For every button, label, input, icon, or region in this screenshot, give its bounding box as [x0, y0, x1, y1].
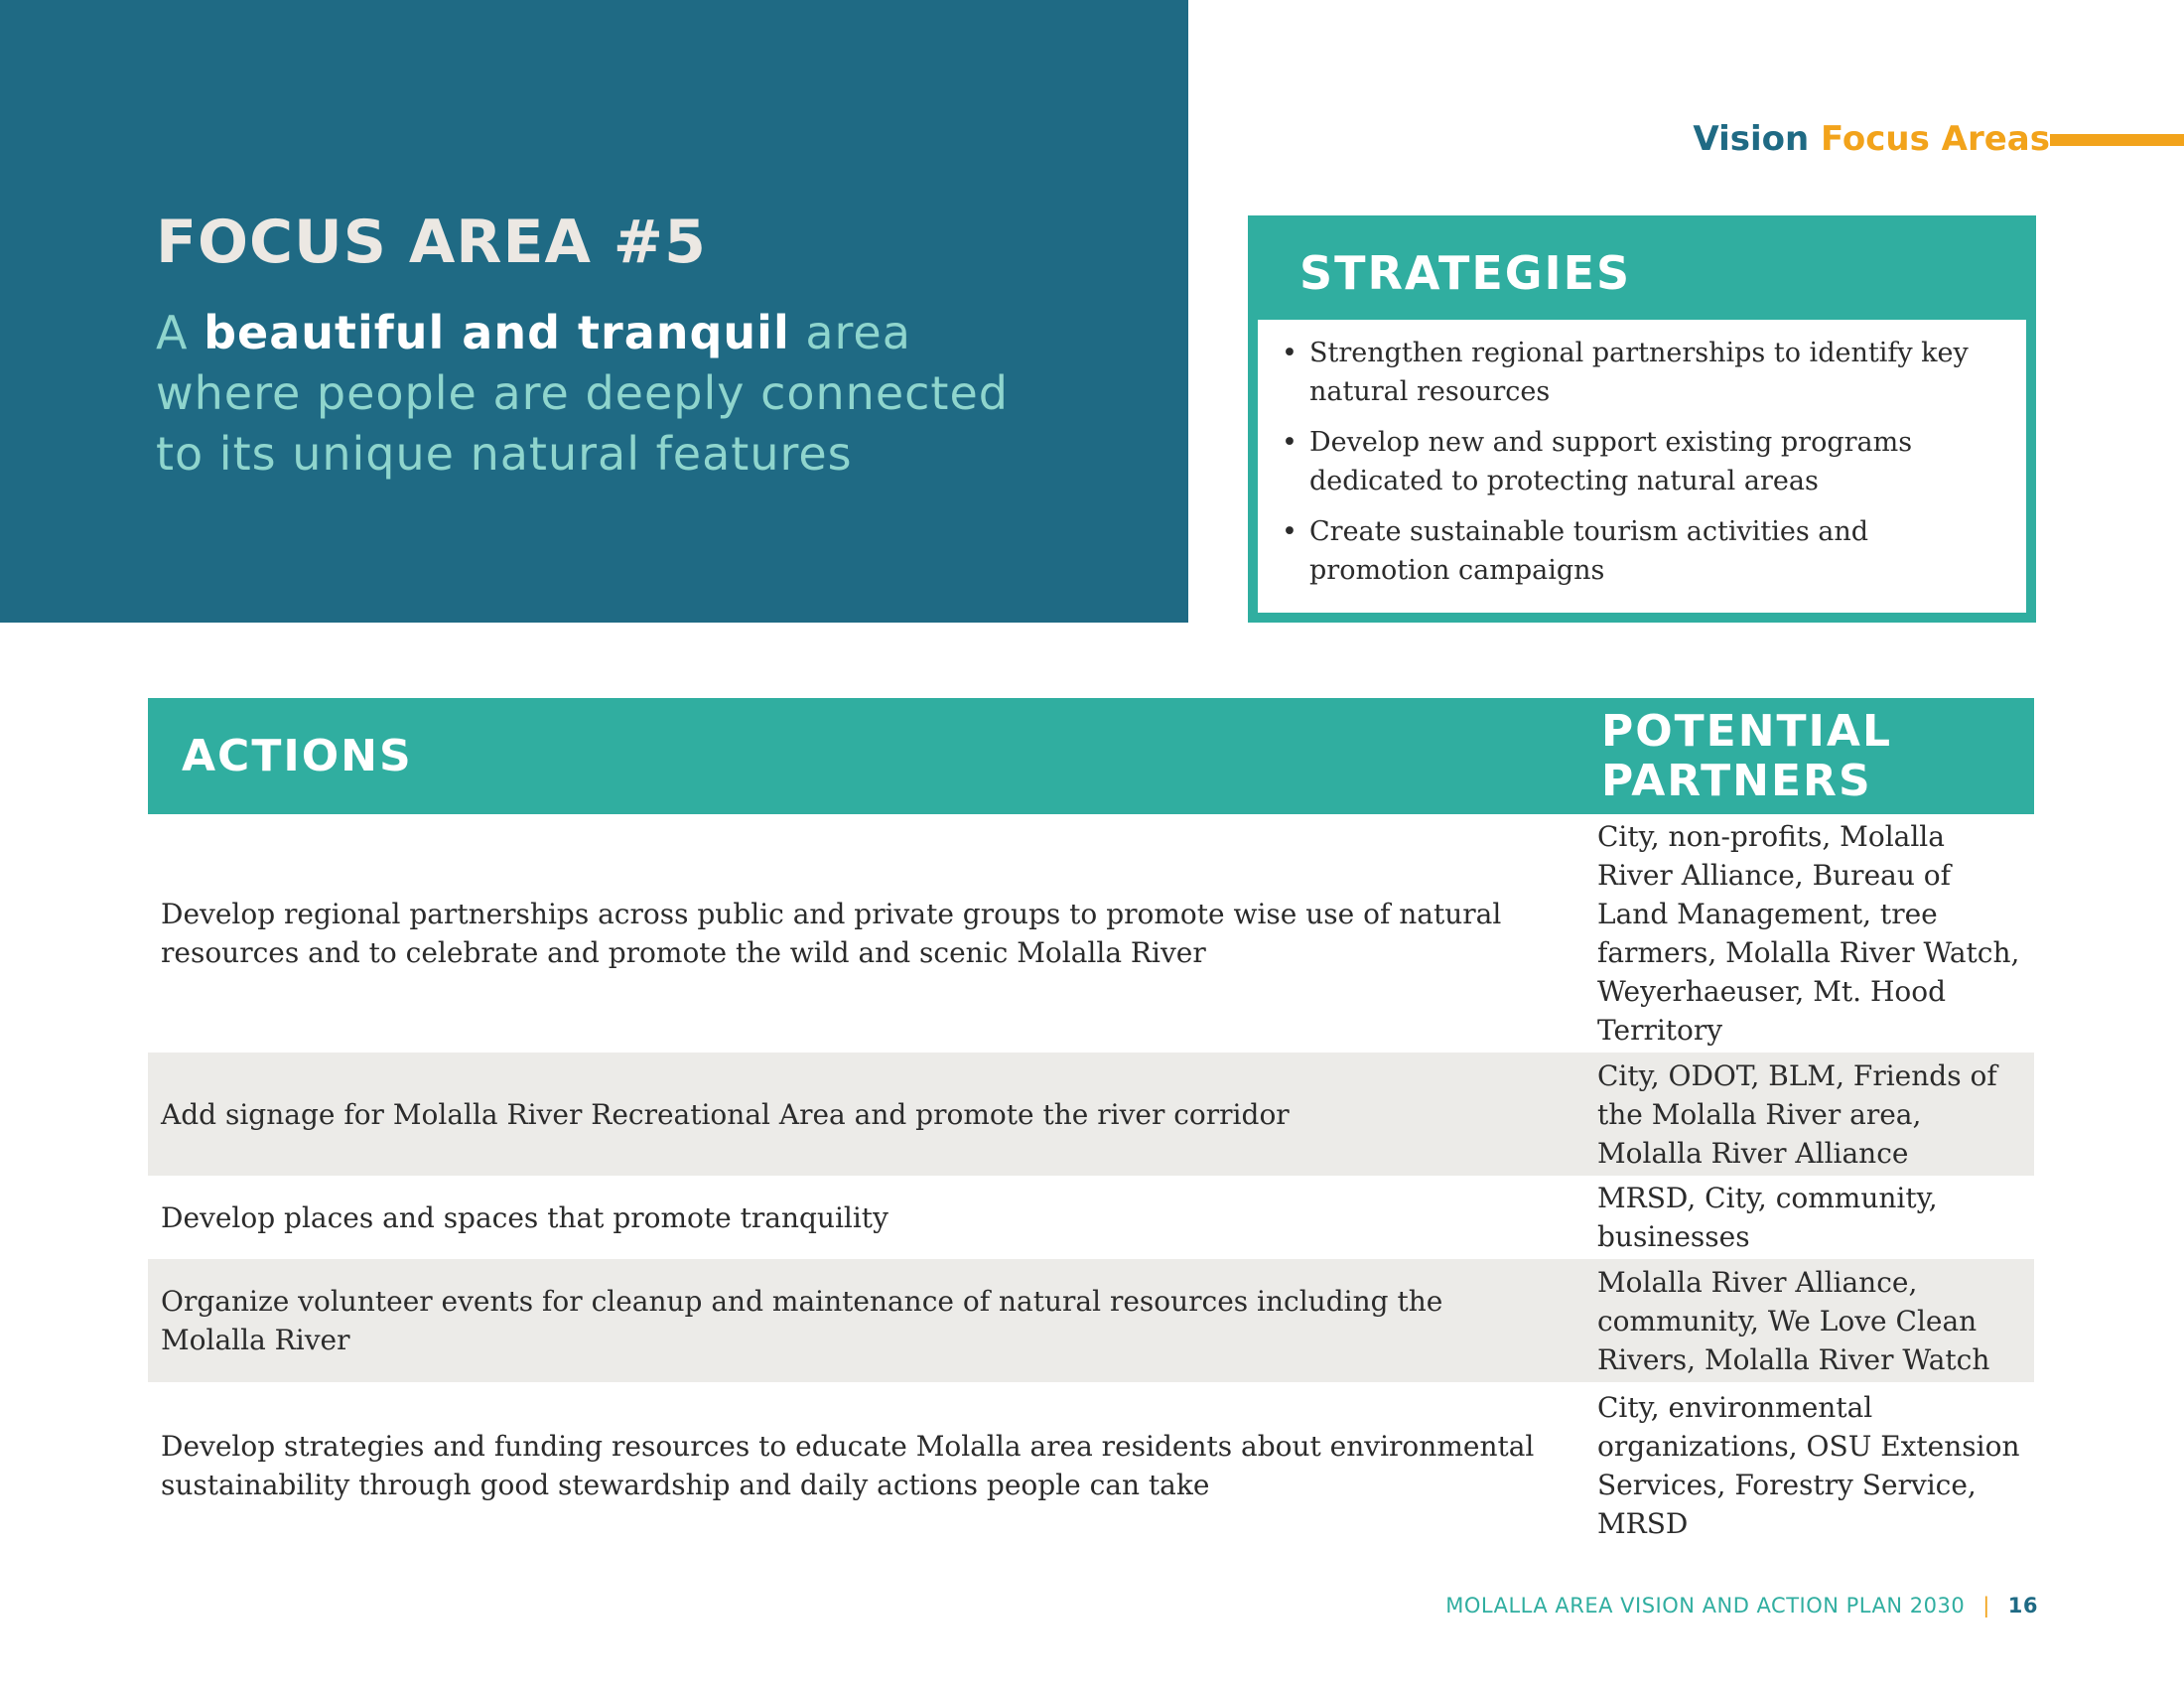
- table-row: [148, 1382, 2034, 1549]
- hero-banner: [0, 0, 1188, 623]
- page-number: 16: [2007, 1594, 2038, 1618]
- partners-cell: City, ODOT, BLM, Friends of the Molalla River area, Molalla River Alliance: [1589, 1053, 2034, 1176]
- strategies-body: [1258, 320, 2026, 613]
- page-footer: [1445, 1591, 2038, 1620]
- strategy-item: • Strengthen regional partnerships to identify key natural resources: [1309, 334, 2006, 411]
- table-row: [148, 814, 2034, 1053]
- page-title: FOCUS AREA #5: [156, 208, 707, 277]
- action-cell: Organize volunteer events for cleanup and maintenance of natural resources including the Molalla River: [148, 1259, 1589, 1382]
- strategies-list: [1258, 320, 2026, 590]
- strategy-item: • Develop new and support existing programs dedicated to protecting natural areas: [1309, 423, 2006, 500]
- table-row: [148, 1053, 2034, 1176]
- subtitle-bold: beautiful and tranquil: [204, 306, 790, 359]
- table-row: [148, 1176, 2034, 1259]
- section-label: [1693, 117, 2050, 161]
- footer-title: MOLALLA AREA VISION AND ACTION PLAN 2030: [1445, 1594, 1966, 1618]
- header-actions: ACTIONS: [148, 698, 1589, 814]
- hero-subtitle: [156, 303, 1049, 485]
- table-header-row: [148, 698, 2034, 814]
- partners-cell: City, environmental organizations, OSU Extension Services, Forestry Service, MRSD: [1597, 1391, 2020, 1540]
- action-cell: Develop regional partnerships across public and private groups to promote wise use of natural resources and to celebrate and promote the wild and scenic Molalla River: [161, 898, 1502, 969]
- partners-cell: City, non-profits, Molalla River Alliance, Bureau of Land Management, tree farmers, Molalla River Watch, Weyerhaeuser, Mt. Hood Territory: [1597, 820, 2020, 1047]
- table-row: [148, 1259, 2034, 1382]
- action-cell: Develop places and spaces that promote tranquility: [161, 1200, 888, 1234]
- section-label-vision: Vision: [1693, 119, 1810, 159]
- partners-cell: Molalla River Alliance, community, We Love Clean Rivers, Molalla River Watch: [1589, 1259, 2034, 1382]
- section-accent-bar: [2050, 134, 2184, 146]
- strategies-heading: STRATEGIES: [1299, 246, 1632, 300]
- subtitle-prefix: A: [156, 306, 205, 359]
- action-cell: Add signage for Molalla River Recreational Area and promote the river corridor: [148, 1053, 1589, 1176]
- strategy-item: • Create sustainable tourism activities and promotion campaigns: [1309, 512, 2006, 590]
- header-potential-partners: POTENTIAL PARTNERS: [1589, 698, 2034, 814]
- actions-table: [148, 698, 2034, 1549]
- footer-separator: |: [1982, 1594, 1990, 1618]
- subtitle-rest: area where people are deeply connected to its unique natural features: [156, 306, 1009, 481]
- action-cell: Develop strategies and funding resources to educate Molalla area residents about environmental sustainability through good stewardship and daily actions people can take: [161, 1430, 1535, 1501]
- section-label-focus-areas: Focus Areas: [1821, 119, 2050, 159]
- partners-cell: MRSD, City, community, businesses: [1597, 1182, 1938, 1253]
- strategies-box: [1248, 215, 2036, 623]
